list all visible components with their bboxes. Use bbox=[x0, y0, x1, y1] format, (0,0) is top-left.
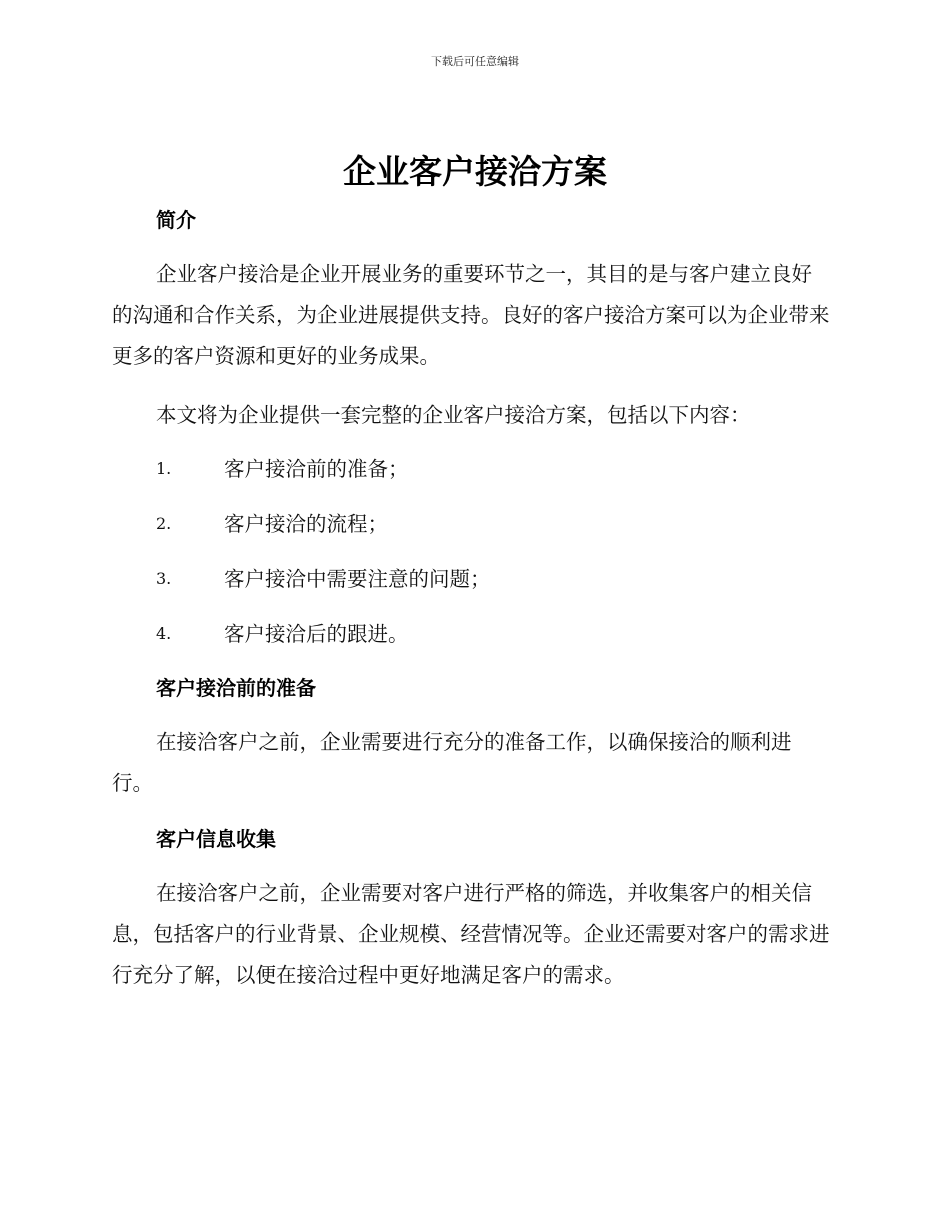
list-item bbox=[156, 564, 836, 594]
document-title: 企业客户接洽方案 bbox=[343, 152, 607, 191]
header-note: 下载后可任意编辑 bbox=[431, 55, 519, 68]
list-item bbox=[156, 454, 836, 484]
list-text: 客户接洽后的跟进。 bbox=[224, 622, 409, 646]
list-text: 客户接洽前的准备； bbox=[224, 457, 409, 481]
section-heading-info-collection: 客户信息收集 bbox=[156, 827, 276, 851]
preparation-paragraph: 在接洽客户之前，企业需要进行充分的准备工作，以确保接洽的顺利进行。 bbox=[112, 730, 792, 795]
list-number: 2. bbox=[156, 514, 172, 533]
list-text: 客户接洽的流程； bbox=[224, 512, 388, 536]
section-heading-intro: 简介 bbox=[156, 208, 196, 232]
list-text: 客户接洽中需要注意的问题； bbox=[224, 567, 491, 591]
intro-paragraph-2: 本文将为企业提供一套完整的企业客户接洽方案，包括以下内容： bbox=[156, 403, 751, 427]
list-item bbox=[156, 619, 836, 649]
list-number: 3. bbox=[156, 569, 172, 588]
list-number: 1. bbox=[156, 459, 172, 478]
intro-paragraph-1: 企业客户接洽是企业开展业务的重要环节之一，其目的是与客户建立良好的沟通和合作关系，为企业进展提供支持。良好的客户接洽方案可以为企业带来更多的客户资源和更好的业务成果。 bbox=[112, 262, 830, 368]
list-item bbox=[156, 509, 836, 539]
info-collection-paragraph: 在接洽客户之前，企业需要对客户进行严格的筛选，并收集客户的相关信息，包括客户的行业背景、企业规模、经营情况等。企业还需要对客户的需求进行充分了解，以便在接洽过程中更好地满足客户的需求。 bbox=[112, 881, 830, 987]
section-heading-preparation: 客户接洽前的准备 bbox=[156, 676, 316, 700]
list-number: 4. bbox=[156, 624, 172, 643]
